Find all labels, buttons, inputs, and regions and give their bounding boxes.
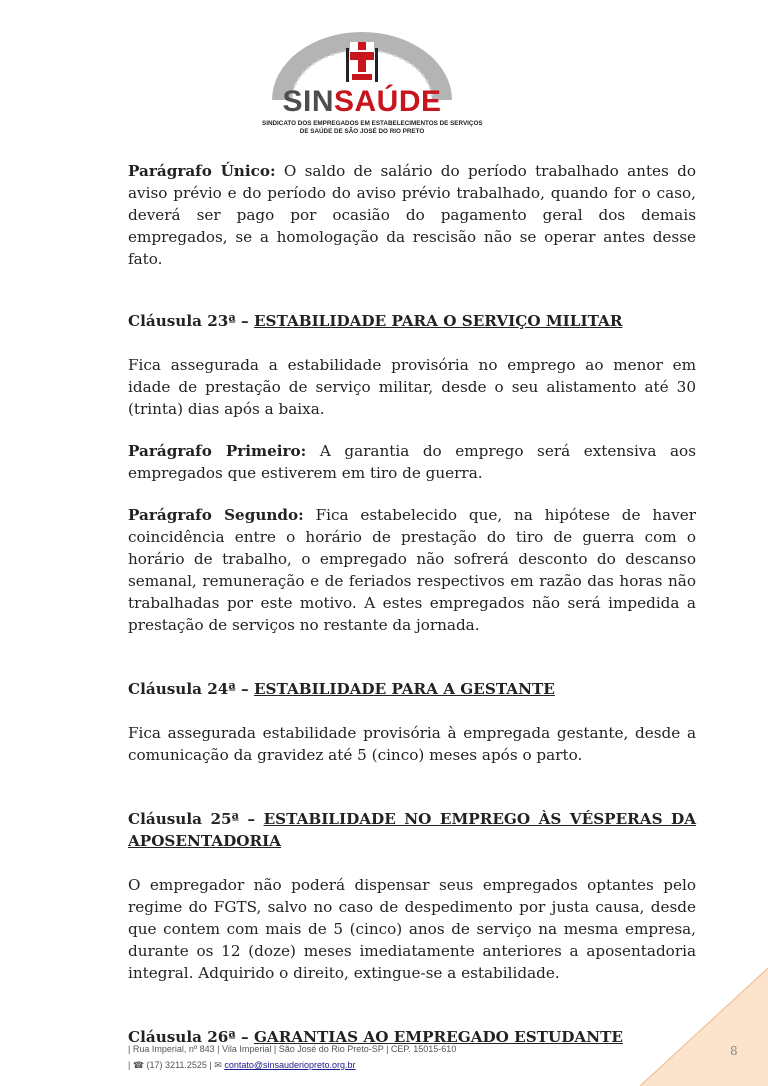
logo-subtitle-line2: DE SAÚDE DE SÃO JOSÉ DO RIO PRETO [299, 128, 425, 135]
clause-label: Cláusula 26ª – [128, 1028, 254, 1046]
footer-email-link[interactable]: contato@sinsauderiopreto.org.br [224, 1060, 356, 1070]
document-body [128, 160, 696, 1048]
clause-23-body: Fica assegurada a estabilidade provisória no emprego ao menor em idade de prestação de serviço militar, desde o seu alistamento até 30 (trinta) dias após a baixa. [128, 356, 696, 418]
clause-25-body: O empregador não poderá dispensar seus empregados optantes pelo regime do FGTS, salvo no caso de despedimento por justa causa, desde que contem com mais de 5 (cinco) anos de serviço na mesma empresa, durante os 12 (doze) meses imediatamente anteriores a aposentadoria integral. Adquirido o direito, extingue-se a estabilidade. [128, 876, 696, 982]
logo-subtitle-line1: SINDICATO DOS EMPREGADOS EM ESTABELECIMENTOS DE SERVIÇOS [262, 120, 483, 127]
clause-23-heading [128, 310, 696, 332]
clause-title: ESTABILIDADE NO EMPREGO ÀS VÉSPERAS DA APOSENTADORIA [128, 810, 696, 850]
clause-title: GARANTIAS AO EMPREGADO ESTUDANTE [253, 1028, 623, 1046]
sinsaude-logo [262, 28, 483, 135]
page-number: 8 [730, 1044, 738, 1058]
logo-name-saude: SAÚDE [334, 85, 442, 118]
footer-phone: | ☎ (17) 3211.2525 | ✉ [128, 1060, 225, 1070]
logo-wordmark [262, 86, 462, 118]
paragraph-text: O saldo de salário do período trabalhado antes do aviso prévio e do período do aviso prévio trabalhado, quando for o caso, deverá ser pago por ocasião do pagamento geral dos demais empregados, se a homologação da rescisão não se operar antes desse fato. [128, 162, 696, 268]
clause-24-heading [128, 678, 696, 700]
clause-label: Cláusula 25ª – [128, 810, 264, 828]
clause-23-paragraph-segundo [128, 504, 696, 636]
paragraph-label: Parágrafo Único: [128, 162, 276, 180]
clause-label: Cláusula 23ª – [128, 312, 254, 330]
footer-contact [128, 1057, 456, 1073]
logo-name-sin: SIN [282, 85, 334, 118]
footer-address: | Rua Imperial, nº 843 | Vila Imperial | São José do Rio Preto-SP | CEP. 15015-610 [128, 1044, 457, 1054]
paragraph-text: Fica estabelecido que, na hipótese de haver coincidência entre o horário de prestação do tiro de guerra com o horário de trabalho, o empregado não sofrerá desconto do descanso semanal, remuneração e de feriados respectivos em razão das horas não trabalhadas por este motivo. A estes empregados não será impedida a prestação de serviços no restante da jornada. [128, 506, 696, 634]
paragraph-text: A garantia do emprego será extensiva aos empregados que estiverem em tiro de guerra. [128, 442, 696, 482]
clause-24-body: Fica assegurada estabilidade provisória à empregada gestante, desde a comunicação da gravidez até 5 (cinco) meses após o parto. [128, 724, 696, 764]
paragraph-label: Parágrafo Segundo: [128, 506, 304, 524]
clause-title: ESTABILIDADE PARA A GESTANTE [253, 680, 555, 698]
page-footer [128, 1041, 456, 1073]
clause-title: ESTABILIDADE PARA O SERVIÇO MILITAR [253, 312, 623, 330]
clause-25-heading [128, 808, 696, 852]
logo-arch-icon [262, 28, 483, 134]
paragraph-label: Parágrafo Primeiro: [128, 442, 307, 460]
paragraph-unico [128, 160, 696, 270]
clause-label: Cláusula 24ª – [128, 680, 254, 698]
clause-23-paragraph-primeiro [128, 440, 696, 484]
